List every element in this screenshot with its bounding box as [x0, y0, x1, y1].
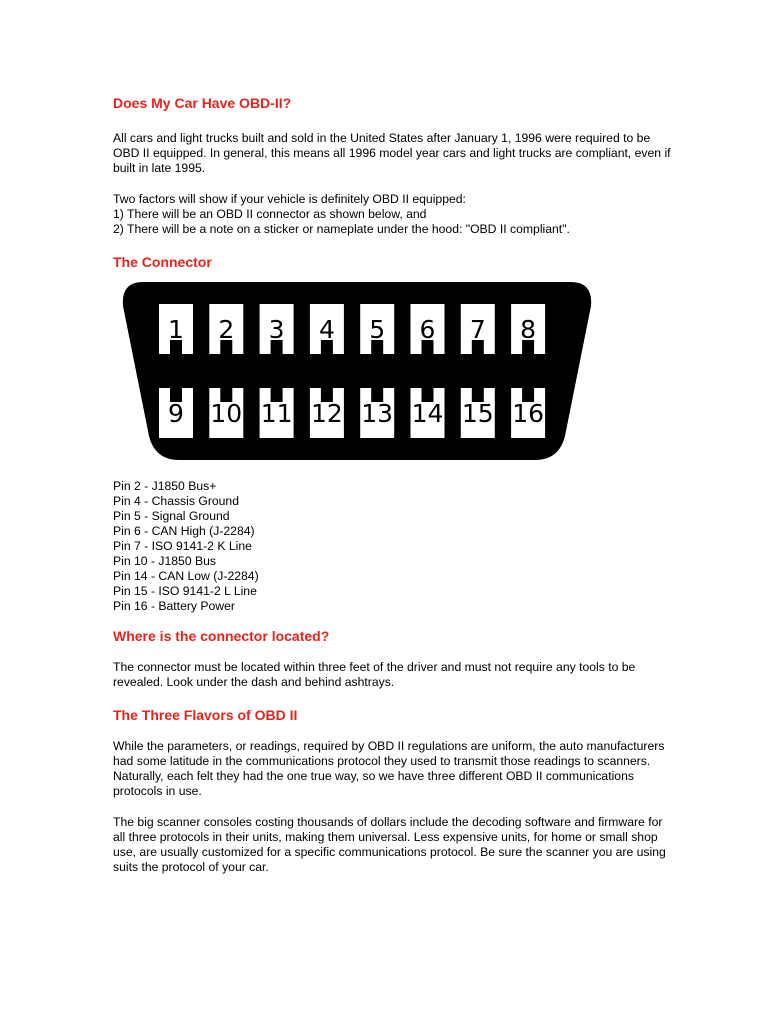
connector-pin-label: 16 [512, 399, 545, 428]
paragraph-two-factors [113, 192, 673, 237]
heading-connector-location: Where is the connector located? [113, 628, 330, 644]
connector-pin-label: 15 [461, 399, 494, 428]
two-factors-intro: Two factors will show if your vehicle is definitely OBD II equipped: [113, 192, 466, 206]
paragraph-connector-location: The connector must be located within three feet of the driver and must not require any tools to be revealed. Look under the dash and behind ashtrays. [113, 660, 636, 689]
connector-pin-label: 14 [411, 399, 444, 428]
connector-pin-label: 4 [318, 315, 335, 344]
connector-pin-label: 7 [469, 315, 486, 344]
pin-list-item: Pin 5 - Signal Ground [113, 509, 230, 523]
factor-one: 1) There will be an OBD II connector as shown below, and [113, 207, 427, 221]
pin-list-item: Pin 15 - ISO 9141-2 L Line [113, 584, 257, 598]
document-page [113, 86, 673, 875]
connector-pin-label: 8 [520, 315, 537, 344]
pin-list-item: Pin 7 - ISO 9141-2 K Line [113, 539, 252, 553]
connector-pin-label: 3 [268, 315, 285, 344]
connector-pin-label: 13 [361, 399, 394, 428]
connector-pin-label: 5 [369, 315, 386, 344]
pin-list-item: Pin 6 - CAN High (J-2284) [113, 524, 255, 538]
factor-two: 2) There will be a note on a sticker or nameplate under the hood: "OBD II compliant". [113, 222, 570, 236]
connector-pin-label: 1 [168, 315, 184, 344]
heading-three-flavors: The Three Flavors of OBD II [113, 707, 298, 723]
connector-pin-label: 9 [168, 399, 184, 428]
pin-list-item: Pin 2 - J1850 Bus+ [113, 479, 217, 493]
heading-the-connector: The Connector [113, 254, 212, 270]
obd2-connector-diagram [121, 282, 593, 460]
connector-pin-label: 12 [310, 399, 343, 428]
pin-list-item: Pin 16 - Battery Power [113, 599, 235, 613]
pin-list-item: Pin 10 - J1850 Bus [113, 554, 216, 568]
paragraph-scanners: The big scanner consoles costing thousands of dollars include the decoding software and firmware for all three protocols in their units, making them universal. Less expensive units, for home or small shop use, are usually customized for a specific communications protocol. Be sure the scanner you are using suits the protocol of your car. [113, 815, 666, 874]
pin-list-item: Pin 4 - Chassis Ground [113, 494, 239, 508]
paragraph-obd-requirement: All cars and light trucks built and sold in the United States after January 1, 1996 were required to be OBD II equipped. In general, this means all 1996 model year cars and light trucks are compliant, even if built in late 1995. [113, 131, 671, 175]
paragraph-protocols: While the parameters, or readings, required by OBD II regulations are uniform, the auto manufacturers had some latitude in the communications protocol they used to transmit those readings to scanners. Naturally, each felt they had the one true way, so we have three different OBD II communications protocols in use. [113, 739, 665, 798]
pin-list-item: Pin 14 - CAN Low (J-2284) [113, 569, 259, 583]
heading-does-my-car-have-obd: Does My Car Have OBD-II? [113, 95, 292, 111]
pin-list [113, 479, 673, 614]
connector-pin-label: 11 [260, 399, 293, 428]
connector-pin-label: 6 [419, 315, 436, 344]
connector-pin-label: 10 [210, 399, 243, 428]
connector-pin-label: 2 [218, 315, 235, 344]
